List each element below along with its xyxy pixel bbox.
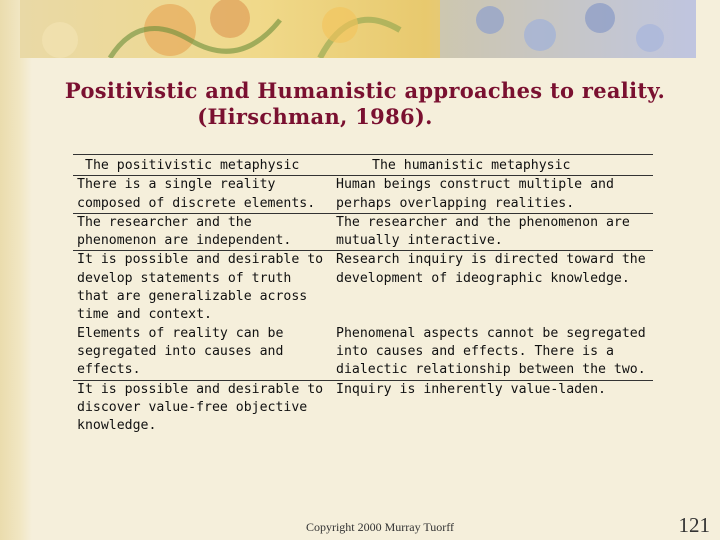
slide-title [0,78,720,130]
humanistic-cell: Research inquiry is directed toward the development of ideographic knowledge. [336,252,646,286]
humanistic-cell: Human beings construct multiple and perhaps overlapping realities. [332,176,653,214]
table-row [73,251,653,325]
humanistic-cell: Phenomenal aspects cannot be segregated into causes and effects. There is a dialectic relationship between the two. [332,325,653,380]
positivistic-cell: It is possible and desirable to develop statements of truth that are generalizable across time and context. [77,252,324,323]
comparison-table [73,154,653,435]
humanistic-cell: Inquiry is inherently value-laden. [336,381,606,397]
humanistic-cell: The researcher and the phenomenon are mutually interactive. [332,213,653,251]
positivistic-cell: It is possible and desirable to discover value-free objective knowledge. [77,381,324,434]
decorative-floral-banner [20,0,696,58]
header-positivistic: The positivistic metaphysic [73,155,332,176]
table-header-row [73,155,653,176]
title-line-2: (Hirschman, 1986). [197,104,433,129]
title-line-1: Positivistic and Humanistic approaches to reality. [64,78,666,103]
table-row [73,213,653,251]
positivistic-cell: There is a single reality composed of discrete elements. [73,176,332,214]
table-row [73,380,653,435]
table-row [73,176,653,214]
header-humanistic: The humanistic metaphysic [332,155,653,176]
table-row [73,325,653,380]
page-number: 121 [678,513,710,537]
positivistic-cell: Elements of reality can be segregated into causes and effects. [73,325,332,380]
copyright-footer: Copyright 2000 Murray Tuorff [305,520,455,534]
positivistic-cell: The researcher and the phenomenon are independent. [73,213,332,251]
